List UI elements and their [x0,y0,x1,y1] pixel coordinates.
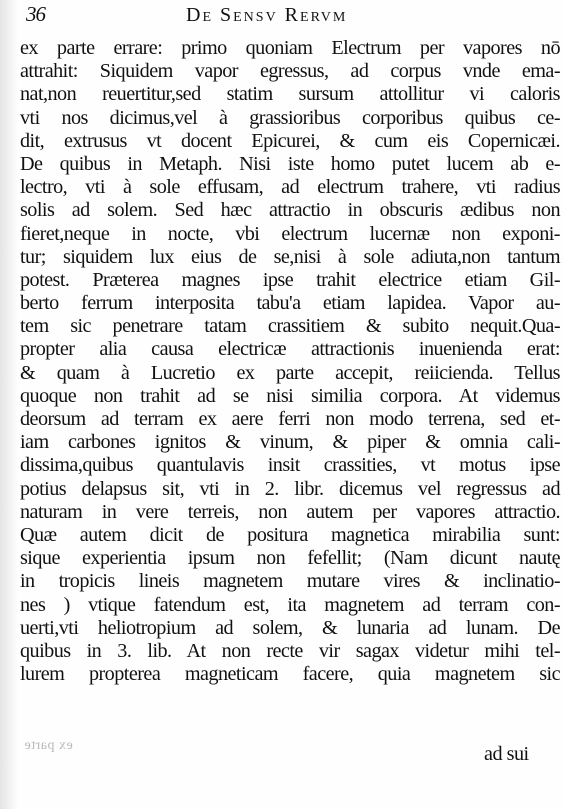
body-text [20,37,560,686]
text-line: fieret,neque in nocte, vbi electrum lucernæ non exponi- [20,222,560,245]
text-line: attrahit: Siquidem vapor egressus, ad corpus vnde ema- [20,60,560,83]
running-head: De Sensv Rervm [186,4,348,26]
text-line: quibus in 3. lib. At non recte vir sagax videtur mihi tel- [20,639,560,662]
text-line: nes ) vtique fatendum est, ita magnetem ad terram con- [20,593,560,616]
text-line: tem sic penetrare tatam crassitiem & subito nequit.Qua- [20,315,560,338]
text-line: potius delapsus sit, vti in 2. libr. dicemus vel regressus ad [20,477,560,500]
text-line: potest. Præterea magnes ipse trahit electrice etiam Gil- [20,268,560,291]
text-line: propter alia causa electricæ attractionis inuenienda erat: [20,338,560,361]
text-line: in tropicis lineis magnetem mutare vires & inclinatio- [20,570,560,593]
text-line: lectro, vti à sole effusam, ad electrum trahere, vti radius [20,176,560,199]
text-line: De quibus in Metaph. Nisi iste homo putet lucem ab e- [20,152,560,175]
text-line: Quæ autem dicit de positura magnetica mirabilia sunt: [20,523,560,546]
text-line: quoque non trahit ad se nisi similia corpora. At videmus [20,384,560,407]
text-line: solis ad solem. Sed hæc attractio in obscuris ædibus non [20,199,560,222]
text-line: sique experientia ipsum non fefellit; (Nam dicunt nautę [20,547,560,570]
text-line: berto ferrum interposita tabu'a etiam lapidea. Vapor au- [20,292,560,315]
text-line: vti nos dicimus,vel à grassioribus corporibus quibus ce- [20,106,560,129]
text-line: naturam in vere terreis, non autem per vapores attractio. [20,500,560,523]
text-line: lurem propterea magneticam facere, quia magnetem sic [20,663,560,686]
bleed-through-text: ex parte [24,738,73,753]
text-line: tur; siquidem lux eius de se,nisi à sole adiuta,non tantum [20,245,560,268]
text-line: nat,non reuertitur,sed statim sursum attollitur vi caloris [20,83,560,106]
text-line: ex parte errare: primo quoniam Electrum per vapores nō [20,37,560,59]
text-line: deorsum ad terram ex aere ferri non modo terrena, sed et- [20,408,560,430]
text-line: dit, extrusus vt docent Epicurei, & cum eis Copernicæi. [20,129,560,152]
catchword: ad sui [484,743,529,765]
text-line: dissima,quibus quantulavis insit crassities, vt motus ipse [20,454,560,477]
text-line: uerti,vti heliotropium ad solem, & lunaria ad lunam. De [20,616,560,639]
page-number: 36 [26,2,45,26]
text-line: iam carbones ignitos & vinum, & piper & omnia cali- [20,431,560,454]
text-line: & quam à Lucretio ex parte accepit, reiicienda. Tellus [20,361,560,384]
